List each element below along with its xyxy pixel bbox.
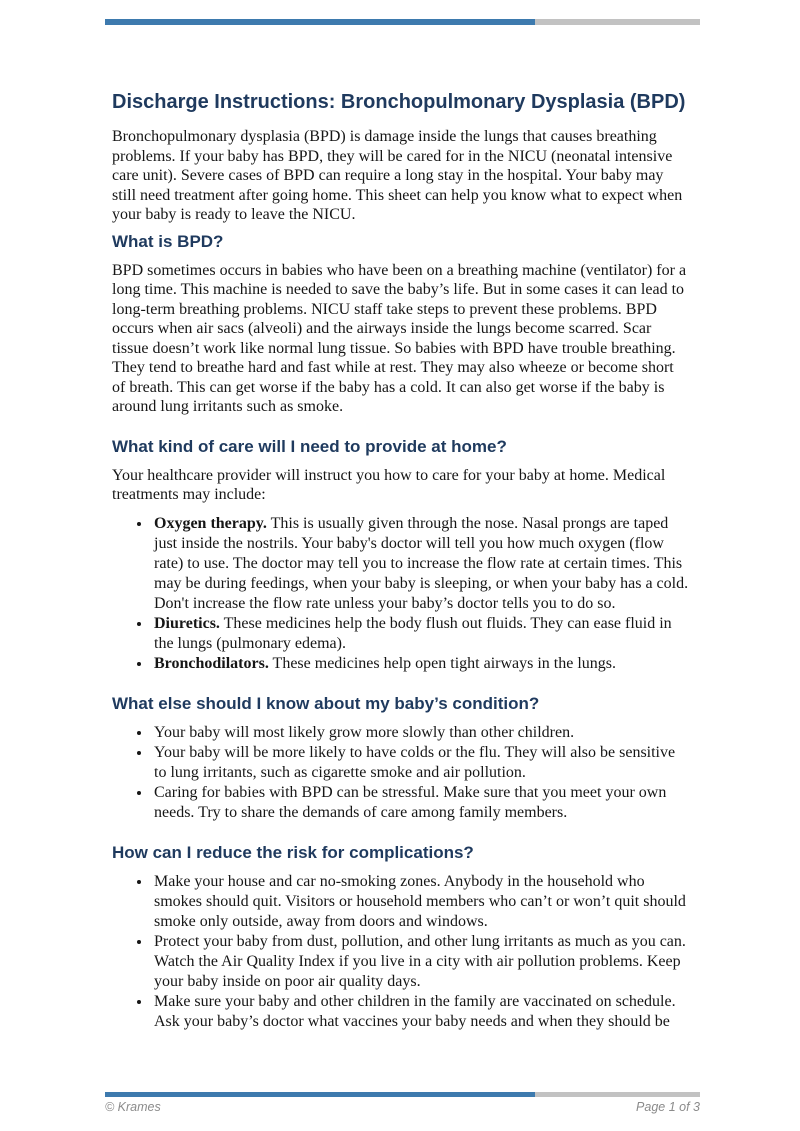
list-item: [152, 614, 690, 654]
risk-reduction-list: [112, 872, 690, 1032]
list-item-lead: Oxygen therapy.: [154, 514, 267, 532]
list-item: • Make sure your baby and other children in the family are vaccinated on schedule. Ask your baby’s doctor what vaccines your baby needs and when they should be: [152, 992, 690, 1032]
list-item: • Make your house and car no-smoking zones. Anybody in the household who smokes should quit. Visitors or household members who can’t or won’t quit should smoke only outside, away from doors and windows.: [152, 872, 690, 932]
footer-rule-accent: [105, 1092, 535, 1097]
list-item-text: These medicines help the body flush out fluids. They can ease fluid in the lungs (pulmonary edema).: [154, 614, 672, 652]
copyright-text: © Krames: [105, 1100, 161, 1114]
intro-paragraph: Bronchopulmonary dysplasia (BPD) is damage inside the lungs that causes breathing problems. If your baby has BPD, they will be cared for in the NICU (neonatal intensive care unit). Severe cases of BPD can require a long stay in the hospital. Your baby may still need treatment after going home. This sheet can help you know what to expect when your baby is ready to leave the NICU.: [112, 128, 683, 223]
treatments-list: [112, 514, 690, 674]
page-number: Page 1 of 3: [636, 1100, 700, 1114]
paragraph: Your healthcare provider will instruct you how to care for your baby at home. Medical treatments may include:: [112, 466, 666, 503]
paragraph: BPD sometimes occurs in babies who have been on a breathing machine (ventilator) for a long time. This machine is needed to save the baby’s life. But in some cases it can lead to long-term breathing problems. NICU staff take steps to prevent these problems. BPD occurs when air sacs (alveoli) and the airways inside the lungs become scarred. Scar tissue doesn’t work like normal lung tissue. So babies with BPD have trouble breathing. They tend to breathe hard and fast while at rest. They may also wheeze or become short of breath. This can get worse if the baby has a cold. It can also get worse if the baby is around lung irritants such as smoke.: [112, 261, 687, 415]
list-item: [152, 514, 690, 614]
section-heading-care-at-home: What kind of care will I need to provide at home?: [112, 436, 507, 456]
section-heading-what-is-bpd: What is BPD?: [112, 231, 224, 251]
header-rule: [105, 19, 700, 25]
footer: [105, 1100, 700, 1114]
list-item: • Your baby will most likely grow more slowly than other children.: [152, 723, 690, 743]
list-item: • Your baby will be more likely to have colds or the flu. They will also be sensitive to lung irritants, such as cigarette smoke and air pollution.: [152, 743, 690, 783]
document-title: Discharge Instructions: Bronchopulmonary Dysplasia (BPD): [112, 91, 686, 113]
document-content: [112, 90, 690, 1032]
section-heading-baby-condition: What else should I know about my baby’s condition?: [112, 693, 540, 713]
section-heading-reduce-risk: How can I reduce the risk for complications?: [112, 842, 474, 862]
list-item: • Protect your baby from dust, pollution, and other lung irritants as much as you can. Watch the Air Quality Index if you live in a city with air pollution problems. Keep your baby inside on poor air quality days.: [152, 932, 690, 992]
list-item-text: This is usually given through the nose. Nasal prongs are taped just inside the nostrils. Your baby's doctor will tell you how much oxygen (flow rate) to use. The doctor may tell you to increase the flow rate at certain times. This may be during feedings, when your baby is sleeping, or when your baby has a cold. Don't increase the flow rate unless your baby’s doctor tells you to do so.: [154, 514, 689, 612]
condition-list: [112, 723, 690, 823]
list-item: [152, 654, 690, 674]
list-item-text: These medicines help open tight airways in the lungs.: [272, 654, 617, 672]
list-item: • Caring for babies with BPD can be stressful. Make sure that you meet your own needs. Try to share the demands of care among family members.: [152, 783, 690, 823]
footer-rule: [105, 1092, 700, 1097]
header-rule-accent: [105, 19, 535, 25]
list-item-lead: Diuretics.: [154, 614, 220, 632]
list-item-lead: Bronchodilators.: [154, 654, 269, 672]
